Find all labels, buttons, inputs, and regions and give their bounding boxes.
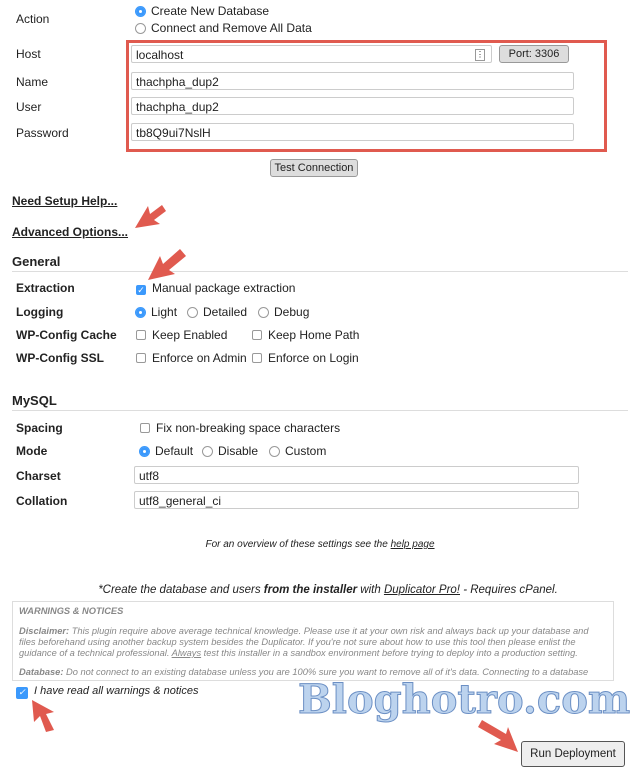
promo-b: from the installer — [263, 584, 358, 596]
arrow-icon — [32, 700, 54, 732]
option-label: Keep Home Path — [268, 328, 360, 342]
option-label: Create New Database — [151, 4, 270, 18]
promo-a: *Create the database and users — [98, 584, 264, 596]
watermark-logo: Bloghotro.com — [298, 676, 631, 723]
advanced-options-link[interactable]: Advanced Options... — [12, 225, 129, 239]
database-text: Do not connect to an existing database unless you are 100% sure you want to remove all of it's data. Connecting to a database — [63, 667, 589, 677]
checkbox-icon: ✓ — [16, 687, 28, 699]
promo-c: with — [357, 584, 384, 596]
checkbox-icon: ✓ — [137, 285, 145, 295]
disclaimer-tail: test this installer in a sandbox environment before trying to deploy into a production setting. — [201, 648, 578, 658]
option-label: Manual package extraction — [152, 281, 296, 295]
disclaimer-label: Disclaimer: — [19, 626, 70, 636]
user-label: User — [16, 100, 42, 114]
user-input[interactable]: thachpha_dup2 — [131, 97, 574, 115]
option-label: Fix non-breaking space characters — [156, 421, 341, 435]
help-prefix: For an overview of these settings see the — [205, 539, 391, 550]
database-label: Database: — [19, 667, 64, 677]
option-label: Detailed — [203, 305, 248, 319]
option-label: Enforce on Login — [268, 351, 359, 365]
arrow-icon — [148, 249, 186, 280]
mode-label: Mode — [16, 444, 48, 458]
action-label: Action — [16, 12, 50, 26]
logging-label: Logging — [16, 305, 64, 319]
option-label: Connect and Remove All Data — [151, 21, 312, 35]
password-label: Password — [16, 126, 69, 140]
arrow-icon — [135, 205, 166, 228]
collation-input[interactable]: utf8_general_ci — [134, 491, 579, 509]
host-label: Host — [16, 47, 41, 61]
collation-label: Collation — [16, 494, 68, 508]
duplicator-pro-link[interactable]: Duplicator Pro! — [383, 584, 460, 596]
wp-config-cache-label: WP-Config Cache — [16, 328, 117, 342]
option-label: Default — [155, 444, 194, 458]
name-label: Name — [16, 75, 49, 89]
charset-label: Charset — [16, 469, 61, 483]
option-label: Disable — [218, 444, 259, 458]
mysql-heading: MySQL — [12, 393, 57, 408]
always-text: Always — [171, 648, 202, 658]
wp-config-ssl-label: WP-Config SSL — [16, 351, 104, 365]
disclaimer-text: This plugin require above average technical knowledge. Please use it at your own risk and always back up your database and files beforehand using another backup system besides the Duplicator. If you're not sure about how to use this tool then please enlist the guidance of a technical professional. — [19, 626, 589, 658]
option-label: Debug — [274, 305, 310, 319]
test-connection-button[interactable]: Test Connection — [270, 159, 358, 177]
promo-e: - Requires cPanel. — [460, 584, 558, 596]
autofill-icon: ⋮ — [476, 50, 484, 59]
option-label: Enforce on Admin — [152, 351, 247, 365]
charset-input[interactable]: utf8 — [134, 466, 579, 484]
help-page-link[interactable]: help page — [390, 539, 435, 550]
accept-label: I have read all warnings & notices — [34, 685, 199, 697]
run-deployment-button[interactable]: Run Deployment — [521, 741, 625, 767]
option-label: Keep Enabled — [152, 328, 228, 342]
arrow-icon — [478, 720, 518, 752]
spacing-label: Spacing — [16, 421, 63, 435]
name-input[interactable]: thachpha_dup2 — [131, 72, 574, 90]
password-input[interactable]: tb8Q9ui7NslH — [131, 123, 574, 141]
option-label: Light — [151, 305, 178, 319]
host-value: localhost — [136, 48, 184, 62]
need-setup-help-link[interactable]: Need Setup Help... — [12, 194, 118, 208]
general-heading: General — [12, 254, 61, 269]
option-label: Custom — [285, 444, 327, 458]
warnings-title: WARNINGS & NOTICES — [19, 606, 124, 616]
port-button[interactable]: Port: 3306 — [499, 45, 569, 63]
extraction-label: Extraction — [16, 281, 75, 295]
